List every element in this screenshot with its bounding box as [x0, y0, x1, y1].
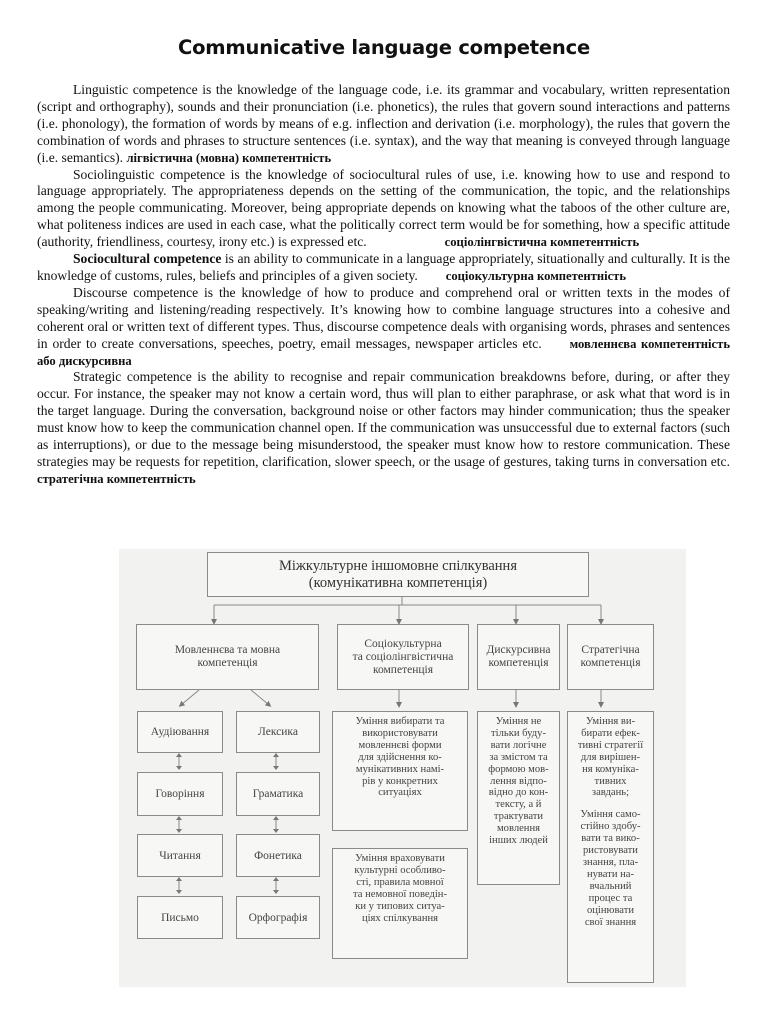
- ukr-term: соціокультурна компетентність: [445, 268, 627, 283]
- paragraph-linguistic: Linguistic competence is the knowledge of the language code, i.e. its grammar and vocabulary, written representation (script and orthography), sounds and their pronunciation (i.e. phonetics), the rules that govern sound interactions and patterns (i.e. phonology), the formation of words by means of e.g. inflection and derivation (i.e. morphology), the rules that govern the combination of words and phrases to structure sentences (i.e. syntax), and the way that meaning is conveyed through language (i.e. semantics). лігвістична (мовна) компетентність: [37, 82, 730, 165]
- ukr-term: стратегічна компетентність: [37, 471, 196, 486]
- competence-diagram: [119, 549, 686, 987]
- page-title: Communicative language competence: [177, 36, 590, 59]
- paragraph-sociocultural: Sociocultural competence is an ability to communicate in a language appropriately, situationally and culturally. It is the knowledge of customs, rules, beliefs and principles of a given society. соціокультурна компетентність: [37, 251, 730, 283]
- skill-reading: Читання: [137, 834, 223, 877]
- category-sociocultural: Соціокультурна та соціолінгвістична компетенція: [337, 624, 469, 690]
- socio-description-1: Уміння вибирати та використовувати мовленнєві форми для здійснення ко- мунікативних намі- рів у конкретних ситуаціях: [332, 711, 468, 831]
- discourse-description: Уміння не тільки буду- вати логічне за змістом та формою мов- лення відпо- відно до кон- тексту, а й трактувати мовлення інших людей: [477, 711, 560, 885]
- diagram-top-box: Міжкультурне іншомовне спілкування (комунікативна компетенція): [207, 552, 589, 597]
- ukr-term: соціолінгвістична компетентність: [444, 235, 640, 250]
- skill-speaking: Говоріння: [137, 772, 223, 816]
- aspect-vocabulary: Лексика: [236, 711, 320, 753]
- category-discourse: Дискурсивна компетенція: [477, 624, 560, 690]
- ukr-term: лігвістична (мовна) компетентність: [126, 150, 332, 165]
- category-speech-language: Мовленнєва та мовна компетенція: [136, 624, 319, 690]
- paragraph-discourse: Discourse competence is the knowledge of how to produce and comprehend oral or written texts in the modes of speaking/writing and listening/reading respectively. It’s knowing how to combine language structures into a cohesive and coherent oral or written text of different types. Thus, discourse competence deals with organising words, phrases and sentences in order to create conversations, speeches, poetry, email messages, newspaper articles etc. мовленнєва компетентність або дискурсивна: [37, 284, 730, 368]
- aspect-grammar: Граматика: [236, 772, 320, 816]
- socio-description-2: Уміння враховувати культурні особливо- сті, правила мовної та немовної поведін- ки у типових ситуа- ціях спілкування: [332, 848, 468, 959]
- skill-writing: Письмо: [137, 896, 223, 939]
- aspect-phonetics: Фонетика: [236, 834, 320, 877]
- strategic-description: Уміння ви- бирати ефек- тивні стратегії для вирішен- ня комуніка- тивних завдань; Уміння само- стійно здобу- вати та вико- ристовувати знання, пла- нувати на- вчальний процес та оцінювати свої знання: [567, 711, 654, 983]
- body-text: [37, 82, 730, 488]
- paragraph-sociolinguistic: Sociolinguistic competence is the knowledge of sociocultural rules of use, i.e. knowing how to use and respond to language appropriately. The appropriateness depends on the setting of the communication, the topic, and the relationships among the people communicating. Moreover, being appropriate depends on knowing what the taboos of the other culture are, what politeness indices are used in each case, what the politically correct term would be for something, how a specific attitude (authority, friendliness, courtesy, irony etc.) is expressed etc. соціолінгвістична компетентність: [37, 166, 730, 250]
- skill-listening: Аудіювання: [137, 711, 223, 753]
- aspect-orthography: Орфографія: [236, 896, 320, 939]
- paragraph-strategic: Strategic competence is the ability to recognise and repair communication breakdowns before, during, or after they occur. For instance, the speaker may not know a certain word, thus will plan to either paraphrase, or ask what that word is in the target language. During the conversation, background noise or other factors may hinder communication; thus the speaker must know how to keep the communication channel open. If the communication was unsuccessful due to external factors (such as interruptions), or due to the message being misunderstood, the speaker must know how to restore communication. These strategies may be requests for repetition, clarification, slower speech, or the usage of gestures, taking turns in conversation etc. стратегічна компетентність: [37, 369, 730, 486]
- category-strategic: Стратегічна компетенція: [567, 624, 654, 690]
- ukr-term: мовленнєва компетентність або дискурсивна: [37, 336, 730, 368]
